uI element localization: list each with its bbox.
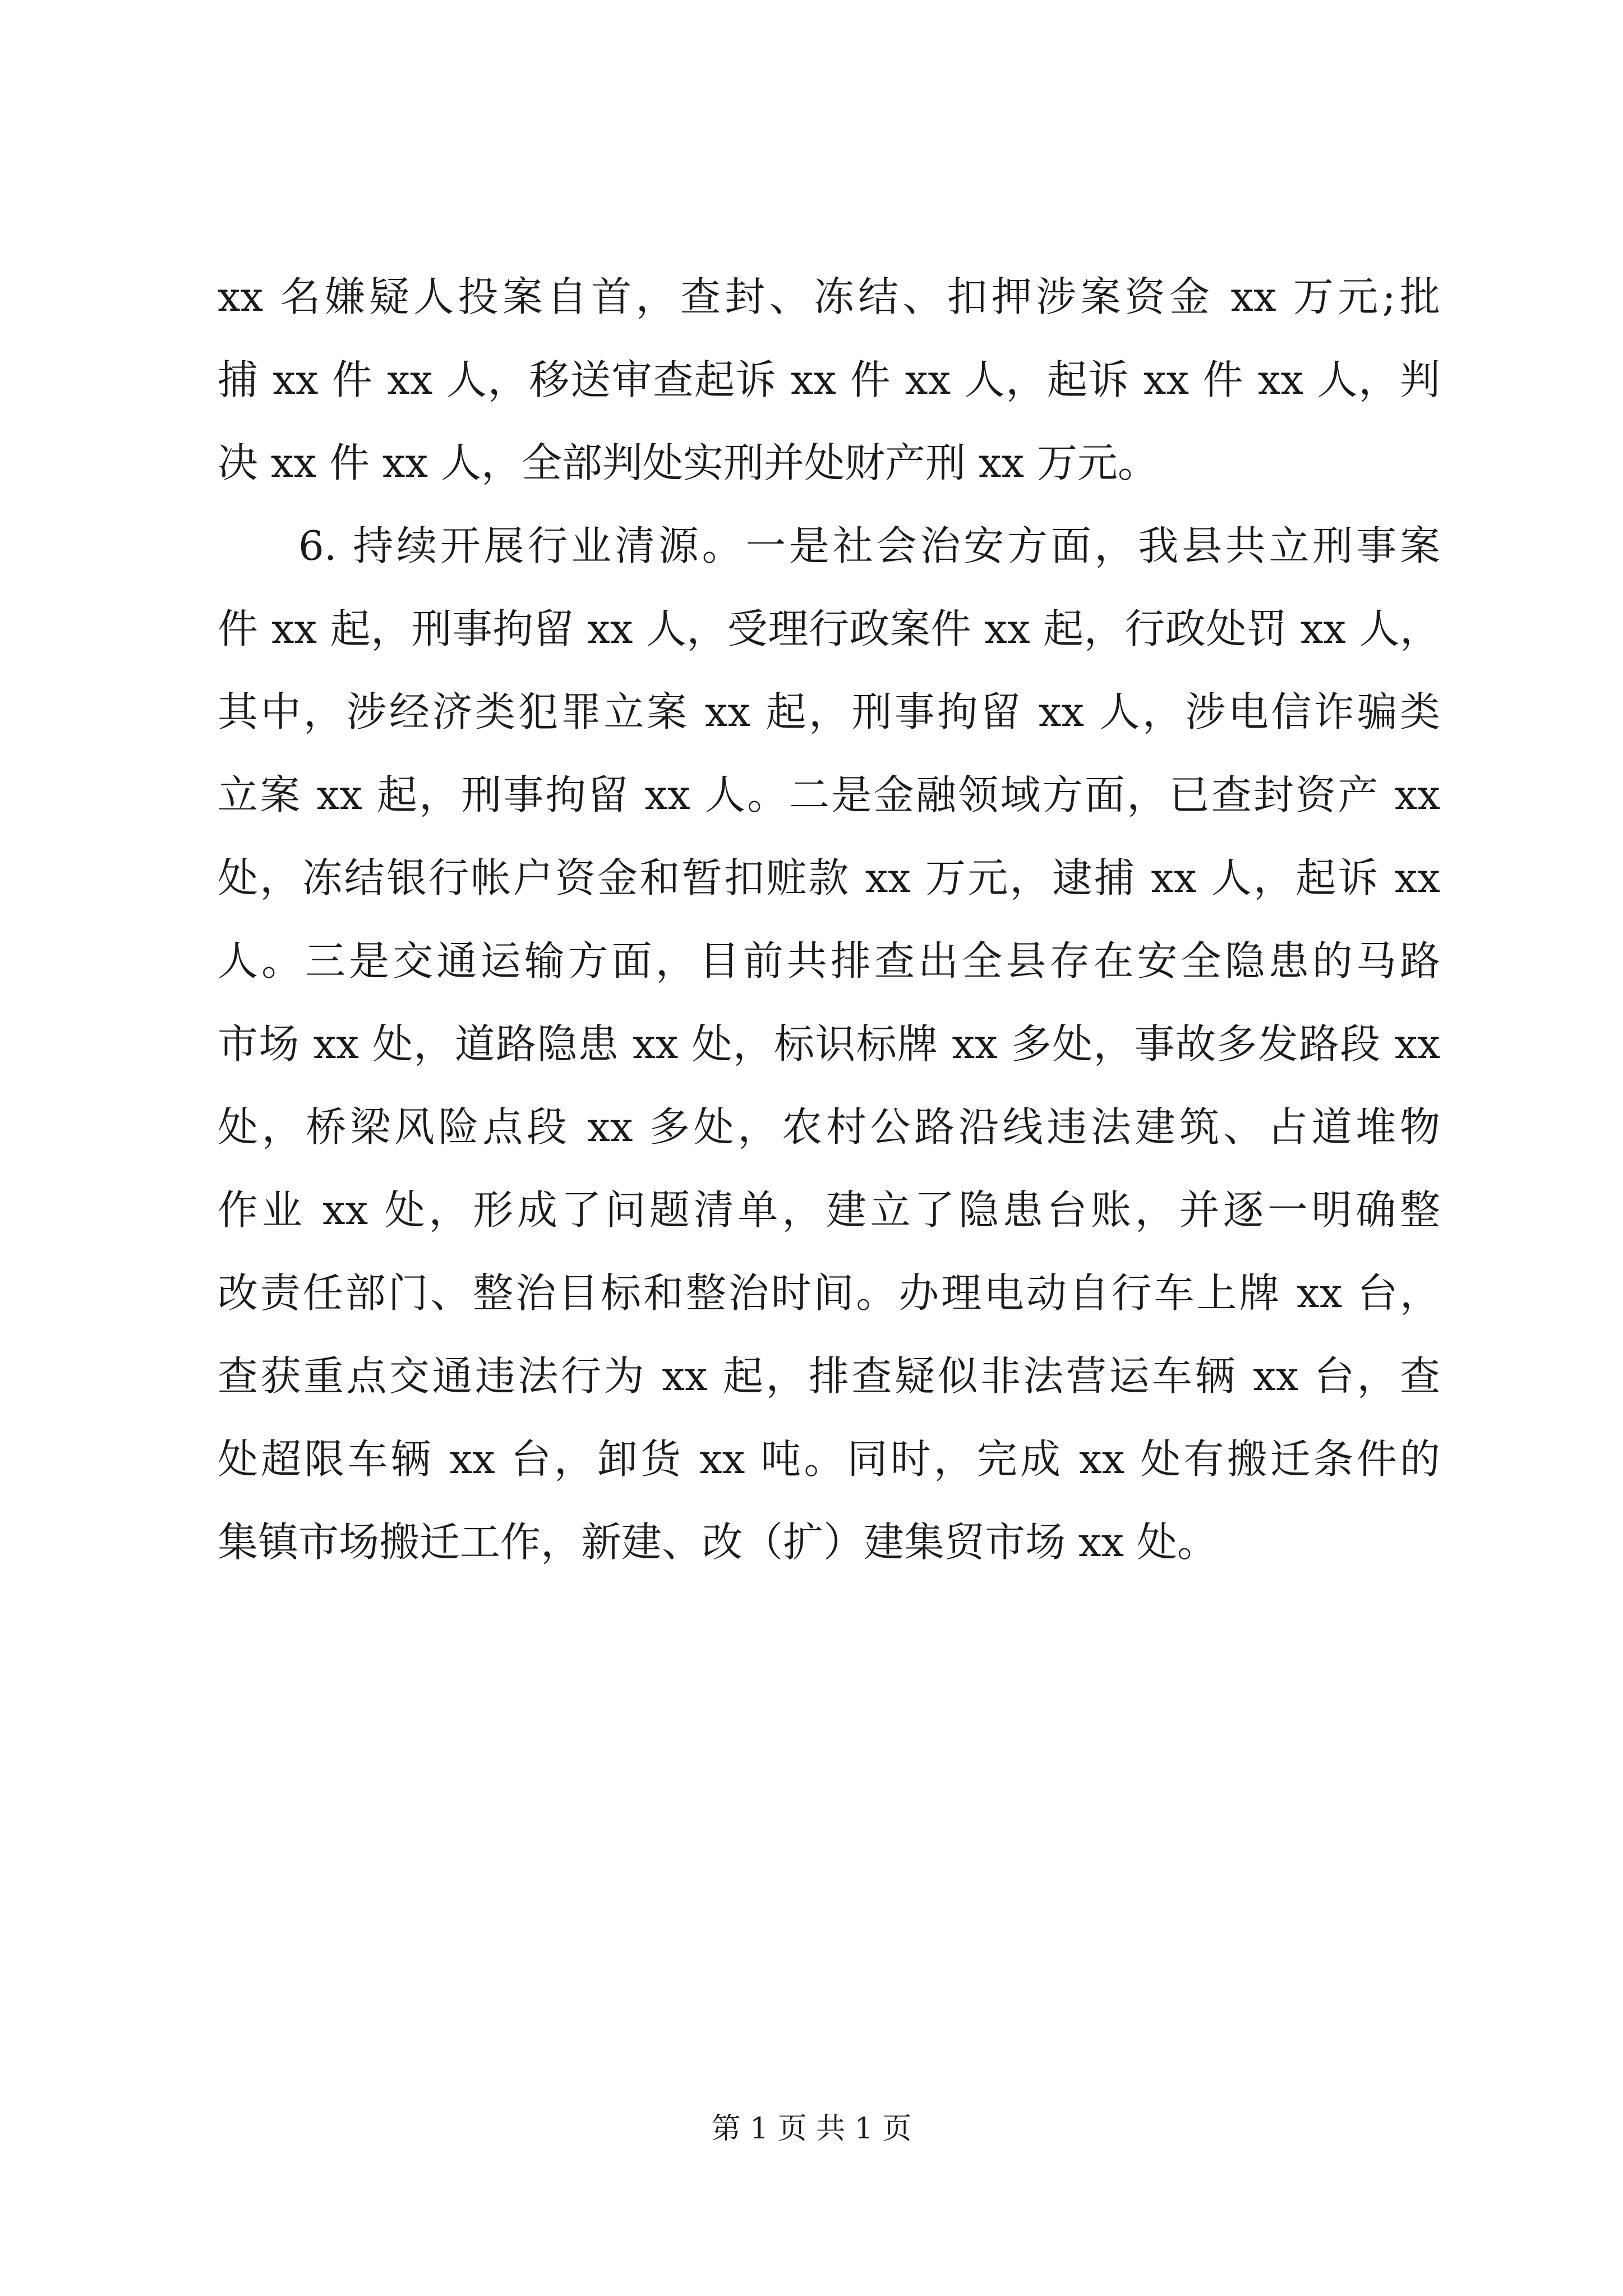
text-line: 处，桥梁风险点段 xx 多处，农村公路沿线违法建筑、占道堆物 <box>218 1103 1440 1151</box>
text-line: 6. 持续开展行业清源。一是社会治安方面，我县共立刑事案 <box>298 522 1440 569</box>
text-line: 立案 xx 起，刑事拘留 xx 人。二是金融领域方面，已查封资产 xx <box>218 771 1440 818</box>
paragraph-6 <box>218 504 1440 1584</box>
page-number-footer: 第 1 页 共 1 页 <box>711 2112 912 2146</box>
text-line: 查获重点交通违法行为 xx 起，排查疑似非法营运车辆 xx 台，查 <box>218 1352 1440 1400</box>
paragraph-continued <box>218 255 1440 504</box>
text-line: 其中，涉经济类犯罪立案 xx 起，刑事拘留 xx 人，涉电信诈骗类 <box>218 688 1440 735</box>
text-line: 捕 xx 件 xx 人，移送审查起诉 xx 件 xx 人，起诉 xx 件 xx 人，判 <box>218 356 1440 403</box>
text-line: 人。三是交通运输方面，目前共排查出全县存在安全隐患的马路 <box>218 937 1440 984</box>
text-line: 决 xx 件 xx 人，全部判处实刑并处财产刑 xx 万元。 <box>218 439 1158 486</box>
text-line: 改责任部门、整治目标和整治时间。办理电动自行车上牌 xx 台， <box>218 1269 1440 1317</box>
text-line: 处超限车辆 xx 台，卸货 xx 吨。同时，完成 xx 处有搬迁条件的 <box>218 1435 1440 1483</box>
text-line: 件 xx 起，刑事拘留 xx 人，受理行政案件 xx 起，行政处罚 xx 人， <box>218 605 1440 652</box>
document-body <box>218 255 1440 1584</box>
text-line: 市场 xx 处，道路隐患 xx 处，标识标牌 xx 多处，事故多发路段 xx <box>218 1020 1440 1068</box>
text-line: 集镇市场搬迁工作，新建、改（扩）建集贸市场 xx 处。 <box>218 1519 1218 1566</box>
text-line: xx 名嫌疑人投案自首，查封、冻结、扣押涉案资金 xx 万元;批 <box>218 273 1440 320</box>
text-line: 处，冻结银行帐户资金和暂扣赃款 xx 万元，逮捕 xx 人，起诉 xx <box>218 854 1440 901</box>
text-line: 作业 xx 处，形成了问题清单，建立了隐患台账，并逐一明确整 <box>218 1186 1440 1234</box>
